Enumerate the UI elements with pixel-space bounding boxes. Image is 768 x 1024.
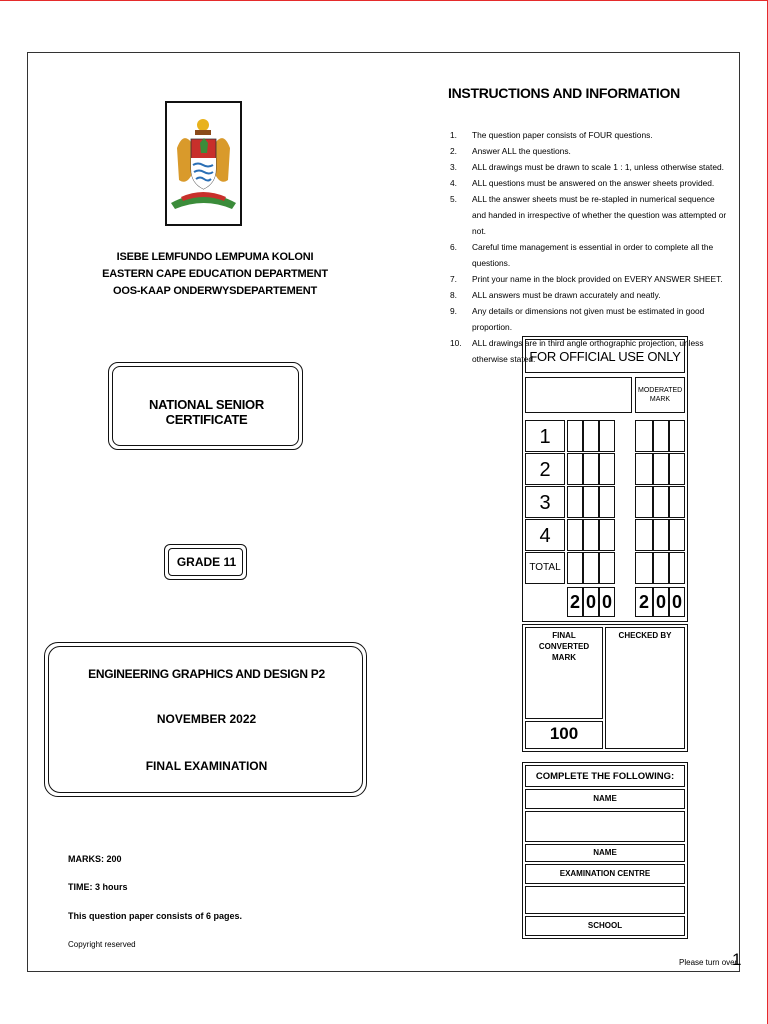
certificate-title: NATIONAL SENIOR CERTIFICATE xyxy=(149,397,264,427)
mark-cell[interactable] xyxy=(635,519,653,551)
total-mark-cell[interactable] xyxy=(567,552,583,584)
final-mark-table xyxy=(522,624,688,752)
total-mark-cell[interactable] xyxy=(599,552,615,584)
centre-field[interactable] xyxy=(525,886,685,914)
total-mark-cell[interactable] xyxy=(653,552,669,584)
centre-label-cell xyxy=(525,864,685,884)
instruction-item xyxy=(450,303,730,335)
exam-date: NOVEMBER 2022 xyxy=(156,712,257,726)
complete-title: COMPLETE THE FOLLOWING: xyxy=(535,771,675,782)
instruction-number: 1. xyxy=(450,130,457,140)
certificate-box xyxy=(108,362,303,450)
instruction-number: 2. xyxy=(450,146,457,156)
moderated-cell xyxy=(635,377,685,413)
mark-cell[interactable] xyxy=(567,453,583,485)
official-title: FOR OFFICIAL USE ONLY xyxy=(529,349,681,364)
final-converted-label: FINAL CONVERTED MARK xyxy=(538,631,590,662)
instruction-text: ALL drawings must be drawn to scale 1 : 1, unless otherwise stated. xyxy=(472,162,725,172)
department-line-2: EASTERN CAPE EDUCATION DEPARTMENT xyxy=(102,268,328,280)
mark-cell[interactable] xyxy=(669,420,685,452)
instruction-number: 4. xyxy=(450,178,457,188)
instruction-text: Print your name in the block provided on EVERY ANSWER SHEET. xyxy=(472,274,723,284)
name-field-1[interactable] xyxy=(525,811,685,842)
total-mark-cell[interactable] xyxy=(635,552,653,584)
school-label: SCHOOL xyxy=(587,921,623,930)
name-label-1: NAME xyxy=(593,794,617,803)
pages-info: This question paper consists of 6 pages. xyxy=(68,911,243,921)
final-value: 100 xyxy=(549,724,579,743)
instruction-item xyxy=(450,159,730,175)
mark-cell[interactable] xyxy=(635,420,653,452)
instruction-text: The question paper consists of FOUR questions. xyxy=(472,130,653,140)
turn-over-note: Please turn over xyxy=(679,958,738,967)
marks-info: MARKS: 200 xyxy=(68,854,122,864)
official-use-table xyxy=(522,336,688,622)
final-value-cell xyxy=(525,721,603,749)
instruction-item xyxy=(450,191,730,239)
copyright-note: Copyright reserved xyxy=(68,940,136,949)
instruction-item xyxy=(450,239,730,271)
instruction-item xyxy=(450,271,730,287)
grade-box xyxy=(164,544,247,580)
department-line-3: OOS-KAAP ONDERWYSDEPARTEMENT xyxy=(112,285,318,297)
instruction-item xyxy=(450,127,730,143)
page-number: 1 xyxy=(732,950,742,969)
total-label: TOTAL xyxy=(525,552,565,584)
mark-cell[interactable] xyxy=(599,420,615,452)
instruction-text: ALL questions must be answered on the answer sheets provided. xyxy=(472,178,715,188)
question-number-cell: 1 xyxy=(525,420,565,452)
mark-cell[interactable] xyxy=(583,486,599,518)
instructions-title: INSTRUCTIONS AND INFORMATION xyxy=(448,85,680,101)
instruction-text: Answer ALL the questions. xyxy=(472,146,571,156)
mark-cell[interactable] xyxy=(653,453,669,485)
centre-label: EXAMINATION CENTRE xyxy=(559,869,651,878)
max-total-digit: 0 xyxy=(583,587,599,617)
name-label-cell-2 xyxy=(525,844,685,862)
final-converted-cell xyxy=(525,627,603,719)
instruction-item xyxy=(450,143,730,159)
instruction-text: Any details or dimensions not given must be estimated in good proportion. xyxy=(472,306,705,332)
checked-by-cell xyxy=(605,627,685,749)
exam-type: FINAL EXAMINATION xyxy=(145,759,268,773)
max-moderated-digit: 0 xyxy=(653,587,669,617)
max-total-digit: 2 xyxy=(567,587,583,617)
crest-icon xyxy=(167,103,240,224)
instruction-number: 10. xyxy=(450,338,462,348)
blank-header-cell xyxy=(525,377,632,413)
mark-cell[interactable] xyxy=(567,519,583,551)
question-number-cell: 3 xyxy=(525,486,565,518)
name-label-cell-1 xyxy=(525,789,685,809)
complete-title-cell xyxy=(525,765,685,787)
top-border-line xyxy=(0,0,768,1)
instruction-text: ALL answers must be drawn accurately and neatly. xyxy=(472,290,661,300)
instruction-text: ALL the answer sheets must be re-stapled in numerical sequence and handed in irrespective of whether the question was attempted or not. xyxy=(472,194,727,236)
total-mark-cell[interactable] xyxy=(583,552,599,584)
instruction-number: 7. xyxy=(450,274,457,284)
subject-title: ENGINEERING GRAPHICS AND DESIGN P2 xyxy=(88,667,325,681)
mark-cell[interactable] xyxy=(653,420,669,452)
mark-cell[interactable] xyxy=(599,486,615,518)
mark-cell[interactable] xyxy=(653,519,669,551)
max-total-digit: 0 xyxy=(599,587,615,617)
instruction-item xyxy=(450,287,730,303)
mark-cell[interactable] xyxy=(669,453,685,485)
school-label-cell xyxy=(525,916,685,936)
instruction-number: 3. xyxy=(450,162,457,172)
mark-cell[interactable] xyxy=(653,486,669,518)
instruction-item xyxy=(450,175,730,191)
subject-box xyxy=(44,642,367,797)
mark-cell[interactable] xyxy=(599,519,615,551)
mark-cell[interactable] xyxy=(583,453,599,485)
instruction-text: ALL drawings are in third angle orthographic projection, unless otherwise stated. xyxy=(472,338,704,364)
instruction-number: 5. xyxy=(450,194,457,204)
question-number-cell: 2 xyxy=(525,453,565,485)
coat-of-arms-logo xyxy=(165,101,242,226)
mark-cell[interactable] xyxy=(669,519,685,551)
instruction-text: Careful time management is essential in order to complete all the questions. xyxy=(472,242,714,268)
instruction-number: 6. xyxy=(450,242,457,252)
instruction-number: 8. xyxy=(450,290,457,300)
instruction-number: 9. xyxy=(450,306,457,316)
max-moderated-digit: 2 xyxy=(635,587,653,617)
mark-cell[interactable] xyxy=(567,486,583,518)
mark-cell[interactable] xyxy=(635,486,653,518)
mark-cell[interactable] xyxy=(567,420,583,452)
mark-cell[interactable] xyxy=(599,453,615,485)
max-moderated-digit: 0 xyxy=(669,587,685,617)
total-mark-cell[interactable] xyxy=(669,552,685,584)
mark-cell[interactable] xyxy=(669,486,685,518)
official-title-cell xyxy=(525,339,685,373)
instructions-list xyxy=(450,127,730,367)
grade-label: GRADE 11 xyxy=(176,555,237,569)
checked-by-label: CHECKED BY xyxy=(618,631,672,640)
name-label-2: NAME xyxy=(593,848,617,857)
mark-cell[interactable] xyxy=(635,453,653,485)
candidate-details-table xyxy=(522,762,688,939)
department-line-1: ISEBE LEMFUNDO LEMPUMA KOLONI xyxy=(116,251,314,263)
mark-cell[interactable] xyxy=(583,420,599,452)
mark-cell[interactable] xyxy=(583,519,599,551)
question-number-cell: 4 xyxy=(525,519,565,551)
time-info: TIME: 3 hours xyxy=(68,882,128,892)
moderated-label: MODERATED MARK xyxy=(638,387,683,403)
